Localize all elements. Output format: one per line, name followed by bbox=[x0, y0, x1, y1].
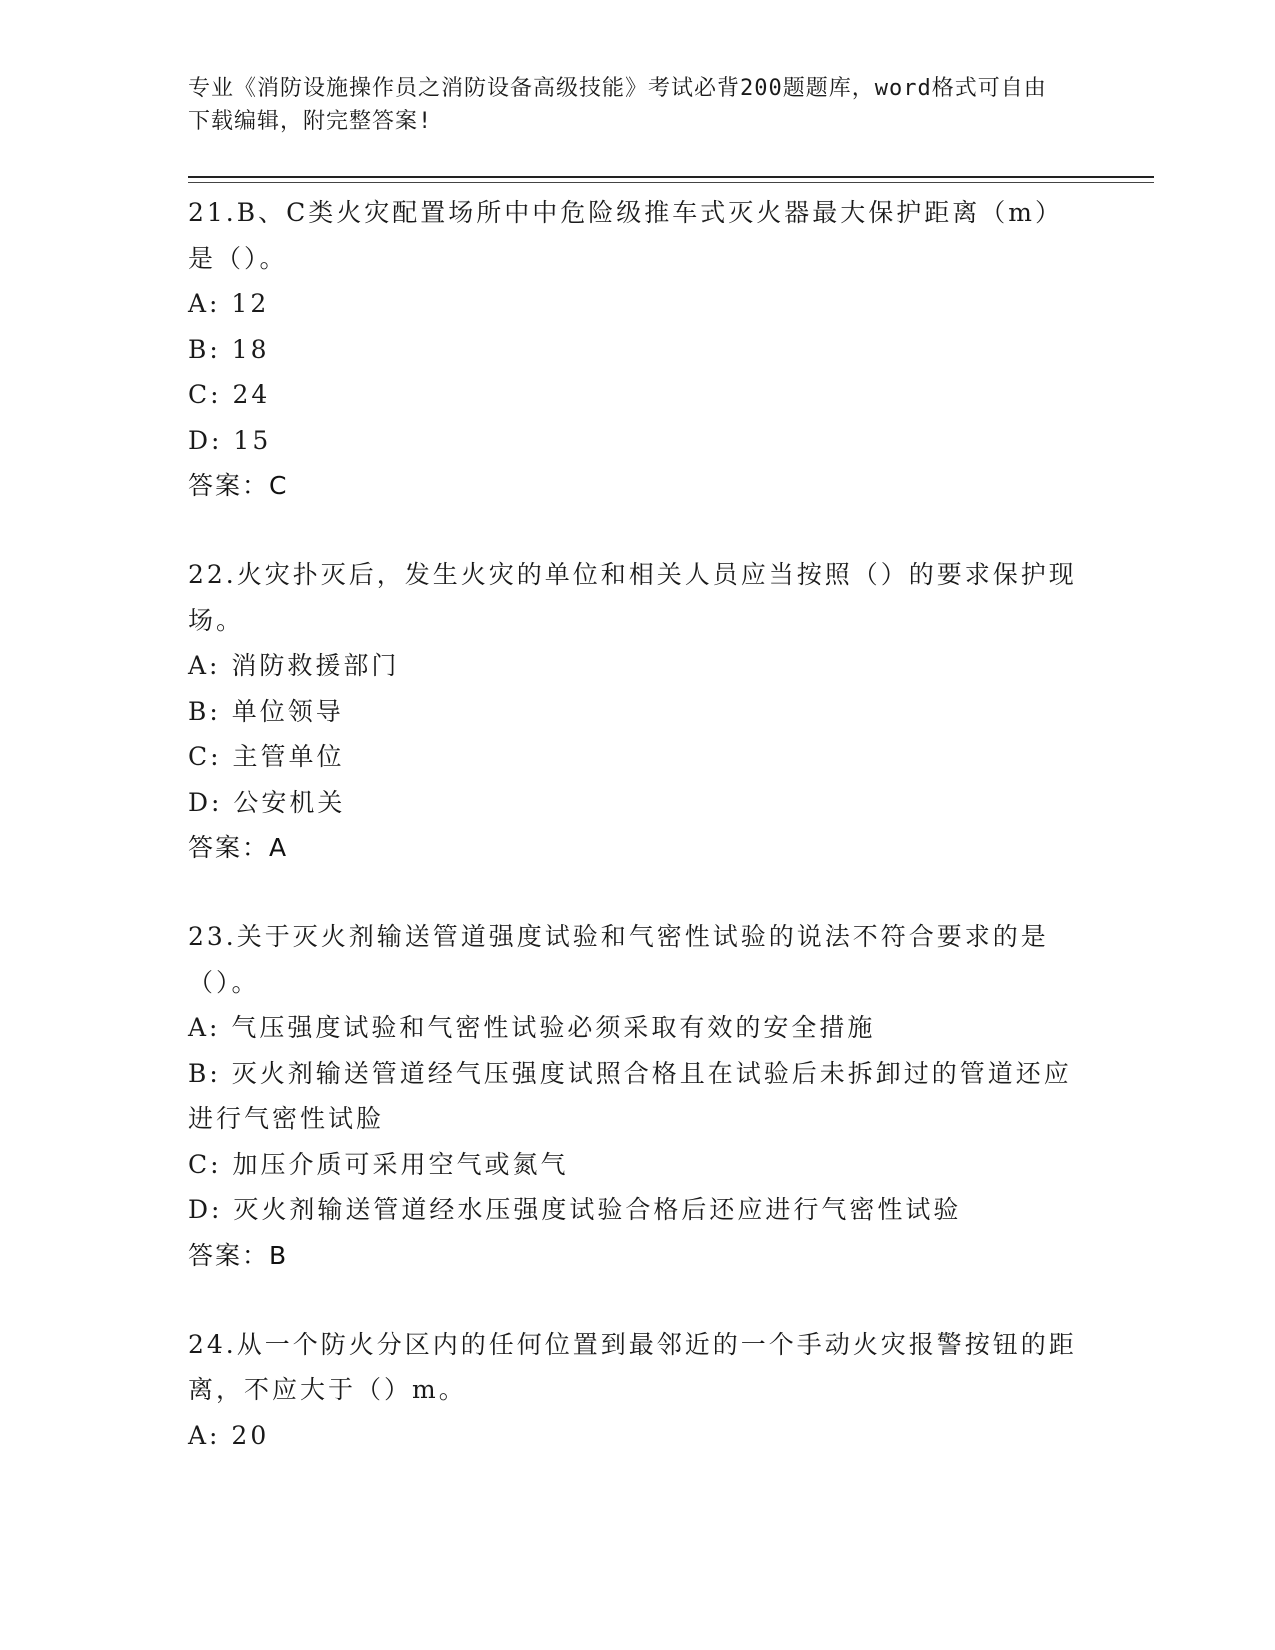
question-gap bbox=[188, 870, 1088, 914]
document-header: 专业《消防设施操作员之消防设备高级技能》考试必背200题题库，word格式可自由下载编辑，附完整答案! bbox=[188, 76, 1047, 134]
option-a: A: 12 bbox=[188, 289, 270, 318]
option-c: C: 24 bbox=[188, 380, 271, 409]
option-b: B: 单位领导 bbox=[188, 696, 344, 726]
question-23 bbox=[188, 914, 1088, 1278]
option-a: A: 20 bbox=[188, 1420, 270, 1450]
option-d: D: 公安机关 bbox=[188, 787, 346, 817]
question-text: 22.火灾扑灭后，发生火灾的单位和相关人员应当按照（）的要求保护现场。 bbox=[188, 560, 1077, 635]
option-d: D: 灭火剂输送管道经水压强度试验合格后还应进行气密性试验 bbox=[188, 1195, 962, 1224]
option-b: B: 18 bbox=[188, 334, 270, 364]
option-a: A: 气压强度试验和气密性试验必须采取有效的安全措施 bbox=[188, 1013, 876, 1042]
answer-line: 答案：B bbox=[188, 1240, 289, 1270]
option-a: A: 消防救援部门 bbox=[188, 651, 400, 680]
answer-line: 答案：C bbox=[188, 471, 289, 500]
question-22 bbox=[188, 552, 1088, 870]
option-d: D: 15 bbox=[188, 425, 272, 455]
question-list bbox=[188, 190, 1088, 1458]
question-gap bbox=[188, 508, 1088, 552]
option-b: B: 灭火剂输送管道经气压强度试照合格且在试验后未拆卸过的管道还应进行气密性试脸 bbox=[188, 1058, 1072, 1133]
question-text: 24.从一个防火分区内的任何位置到最邻近的一个手动火灾报警按钮的距离，不应大于（）m。 bbox=[188, 1329, 1077, 1404]
question-gap bbox=[188, 1278, 1088, 1322]
header-rule-thin bbox=[188, 182, 1154, 183]
answer-line: 答案：A bbox=[188, 833, 289, 862]
question-text: 23.关于灭火剂输送管道强度试验和气密性试验的说法不符合要求的是（）。 bbox=[188, 922, 1049, 997]
header-rule-thick bbox=[188, 176, 1154, 178]
question-24 bbox=[188, 1322, 1088, 1459]
option-c: C: 主管单位 bbox=[188, 742, 345, 771]
question-21 bbox=[188, 190, 1088, 508]
option-c: C: 加压介质可采用空气或氮气 bbox=[188, 1149, 569, 1179]
question-text: 21.B、C类火灾配置场所中中危险级推车式灭火器最大保护距离（m）是（）。 bbox=[188, 198, 1063, 273]
